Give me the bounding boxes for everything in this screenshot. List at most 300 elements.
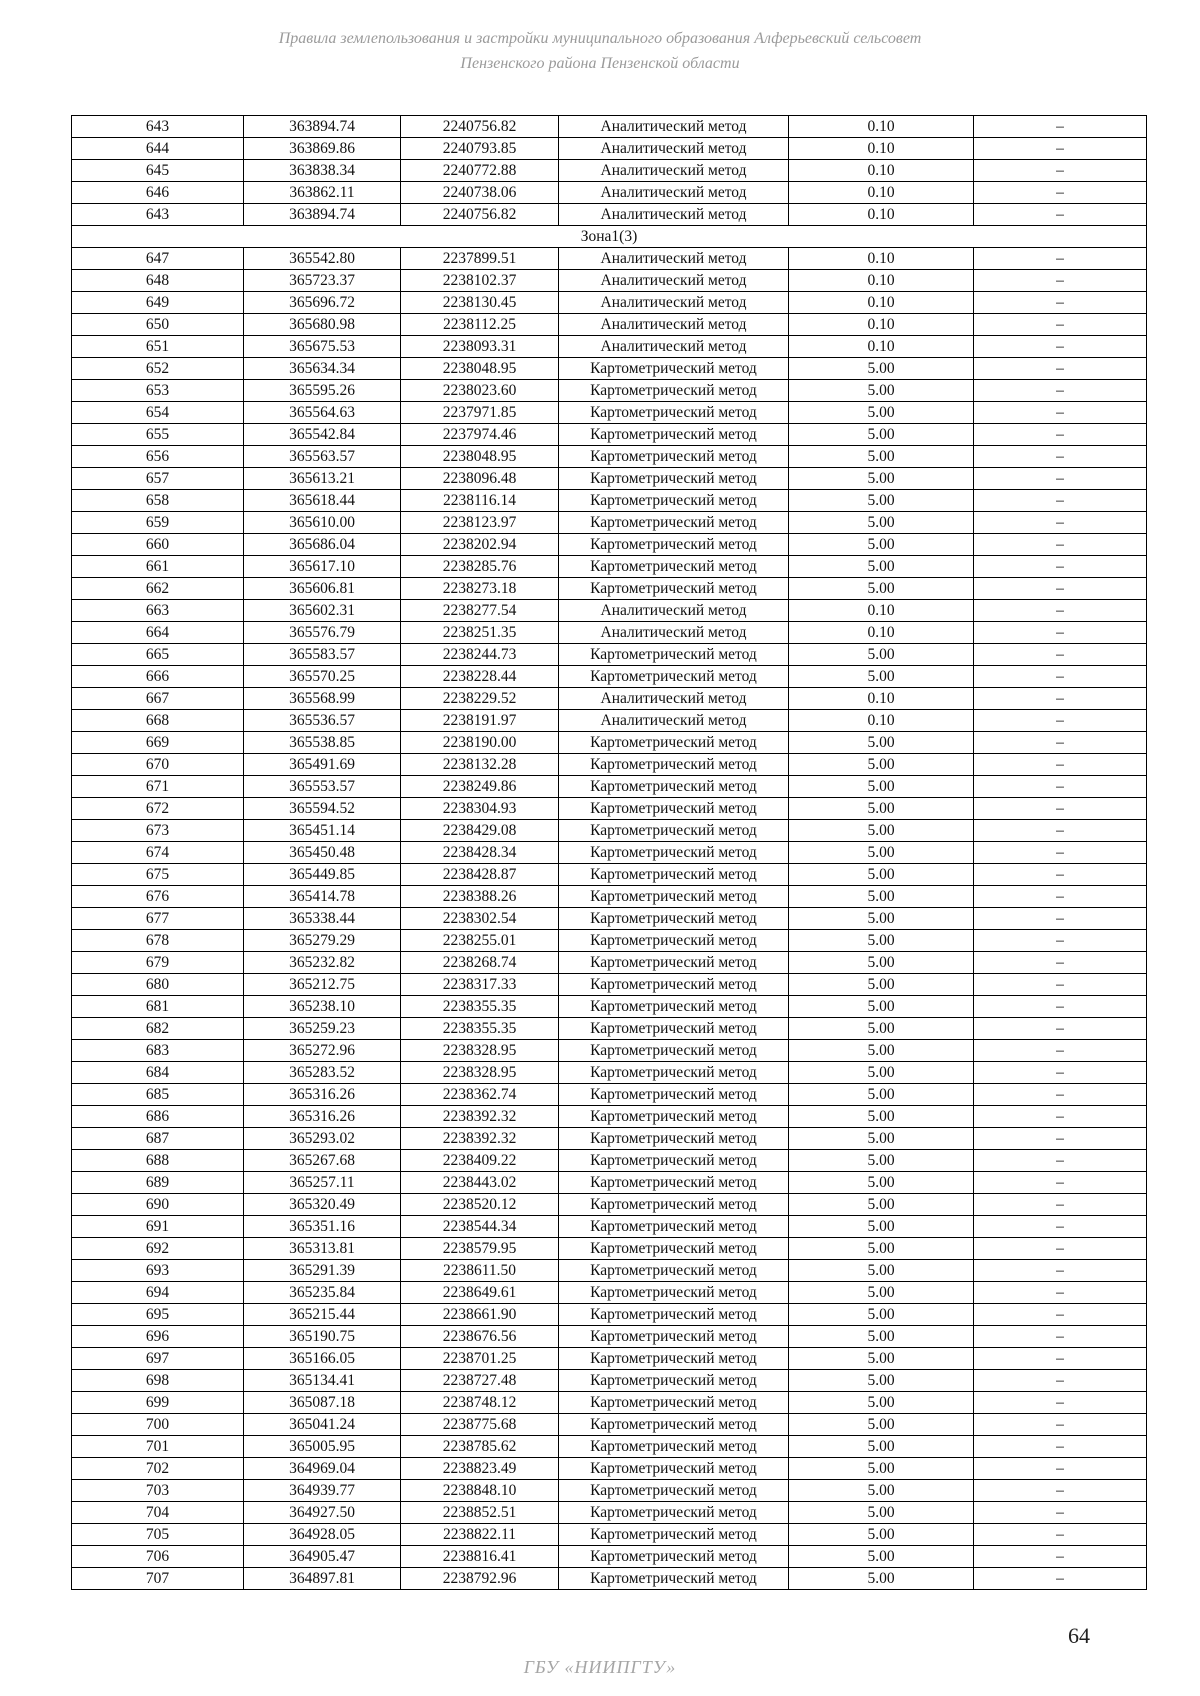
note-cell: – <box>974 1326 1147 1348</box>
document-header <box>0 26 1200 76</box>
y-coordinate-cell: 2238244.73 <box>401 644 559 666</box>
method-cell: Аналитический метод <box>559 688 789 710</box>
y-coordinate-cell: 2238130.45 <box>401 292 559 314</box>
y-coordinate-cell: 2238048.95 <box>401 358 559 380</box>
accuracy-cell: 5.00 <box>789 380 974 402</box>
x-coordinate-cell: 364939.77 <box>244 1480 401 1502</box>
method-cell: Картометрический метод <box>559 1480 789 1502</box>
y-coordinate-cell: 2238132.28 <box>401 754 559 776</box>
method-cell: Картометрический метод <box>559 754 789 776</box>
point-number-cell: 658 <box>72 490 244 512</box>
x-coordinate-cell: 365279.29 <box>244 930 401 952</box>
x-coordinate-cell: 365166.05 <box>244 1348 401 1370</box>
accuracy-cell: 5.00 <box>789 1546 974 1568</box>
method-cell: Аналитический метод <box>559 600 789 622</box>
table-row <box>72 138 1147 160</box>
y-coordinate-cell: 2238228.44 <box>401 666 559 688</box>
point-number-cell: 692 <box>72 1238 244 1260</box>
accuracy-cell: 5.00 <box>789 886 974 908</box>
y-coordinate-cell: 2238727.48 <box>401 1370 559 1392</box>
method-cell: Картометрический метод <box>559 974 789 996</box>
x-coordinate-cell: 365686.04 <box>244 534 401 556</box>
method-cell: Картометрический метод <box>559 1260 789 1282</box>
point-number-cell: 672 <box>72 798 244 820</box>
point-number-cell: 691 <box>72 1216 244 1238</box>
point-number-cell: 670 <box>72 754 244 776</box>
note-cell: – <box>974 1238 1147 1260</box>
x-coordinate-cell: 363862.11 <box>244 182 401 204</box>
method-cell: Картометрический метод <box>559 1326 789 1348</box>
note-cell: – <box>974 908 1147 930</box>
y-coordinate-cell: 2238112.25 <box>401 314 559 336</box>
accuracy-cell: 5.00 <box>789 490 974 512</box>
note-cell: – <box>974 798 1147 820</box>
y-coordinate-cell: 2240772.88 <box>401 160 559 182</box>
accuracy-cell: 0.10 <box>789 314 974 336</box>
x-coordinate-cell: 365542.84 <box>244 424 401 446</box>
method-cell: Картометрический метод <box>559 468 789 490</box>
table-row <box>72 1458 1147 1480</box>
x-coordinate-cell: 365583.57 <box>244 644 401 666</box>
accuracy-cell: 5.00 <box>789 578 974 600</box>
accuracy-cell: 0.10 <box>789 182 974 204</box>
y-coordinate-cell: 2240793.85 <box>401 138 559 160</box>
table-row <box>72 1062 1147 1084</box>
y-coordinate-cell: 2238792.96 <box>401 1568 559 1590</box>
x-coordinate-cell: 365696.72 <box>244 292 401 314</box>
accuracy-cell: 5.00 <box>789 754 974 776</box>
y-coordinate-cell: 2238116.14 <box>401 490 559 512</box>
y-coordinate-cell: 2240756.82 <box>401 204 559 226</box>
method-cell: Картометрический метод <box>559 512 789 534</box>
method-cell: Картометрический метод <box>559 1062 789 1084</box>
note-cell: – <box>974 688 1147 710</box>
method-cell: Картометрический метод <box>559 1282 789 1304</box>
accuracy-cell: 0.10 <box>789 688 974 710</box>
method-cell: Картометрический метод <box>559 1106 789 1128</box>
table-row <box>72 1414 1147 1436</box>
table-row <box>72 974 1147 996</box>
point-number-cell: 687 <box>72 1128 244 1150</box>
x-coordinate-cell: 365291.39 <box>244 1260 401 1282</box>
method-cell: Картометрический метод <box>559 886 789 908</box>
method-cell: Аналитический метод <box>559 248 789 270</box>
table-row <box>72 314 1147 336</box>
y-coordinate-cell: 2238775.68 <box>401 1414 559 1436</box>
note-cell: – <box>974 1260 1147 1282</box>
table-row <box>72 1436 1147 1458</box>
x-coordinate-cell: 365320.49 <box>244 1194 401 1216</box>
table-row <box>72 952 1147 974</box>
point-number-cell: 657 <box>72 468 244 490</box>
note-cell: – <box>974 776 1147 798</box>
point-number-cell: 643 <box>72 116 244 138</box>
accuracy-cell: 5.00 <box>789 1062 974 1084</box>
x-coordinate-cell: 364928.05 <box>244 1524 401 1546</box>
x-coordinate-cell: 365238.10 <box>244 996 401 1018</box>
x-coordinate-cell: 365215.44 <box>244 1304 401 1326</box>
accuracy-cell: 5.00 <box>789 732 974 754</box>
point-number-cell: 662 <box>72 578 244 600</box>
note-cell: – <box>974 556 1147 578</box>
point-number-cell: 656 <box>72 446 244 468</box>
point-number-cell: 652 <box>72 358 244 380</box>
x-coordinate-cell: 365610.00 <box>244 512 401 534</box>
table-row <box>72 688 1147 710</box>
table-row <box>72 732 1147 754</box>
point-number-cell: 706 <box>72 1546 244 1568</box>
note-cell: – <box>974 930 1147 952</box>
note-cell: – <box>974 1304 1147 1326</box>
accuracy-cell: 5.00 <box>789 820 974 842</box>
point-number-cell: 700 <box>72 1414 244 1436</box>
note-cell: – <box>974 820 1147 842</box>
accuracy-cell: 5.00 <box>789 1084 974 1106</box>
x-coordinate-cell: 365267.68 <box>244 1150 401 1172</box>
accuracy-cell: 5.00 <box>789 1326 974 1348</box>
method-cell: Картометрический метод <box>559 930 789 952</box>
method-cell: Картометрический метод <box>559 1524 789 1546</box>
zone-header-row <box>72 226 1147 248</box>
note-cell: – <box>974 622 1147 644</box>
accuracy-cell: 5.00 <box>789 1106 974 1128</box>
accuracy-cell: 0.10 <box>789 336 974 358</box>
footer-organization: ГБУ «НИИПГТУ» <box>523 1657 677 1677</box>
note-cell: – <box>974 1282 1147 1304</box>
point-number-cell: 673 <box>72 820 244 842</box>
table-row <box>72 1150 1147 1172</box>
accuracy-cell: 0.10 <box>789 710 974 732</box>
method-cell: Картометрический метод <box>559 1436 789 1458</box>
accuracy-cell: 5.00 <box>789 1480 974 1502</box>
point-number-cell: 669 <box>72 732 244 754</box>
method-cell: Аналитический метод <box>559 204 789 226</box>
point-number-cell: 666 <box>72 666 244 688</box>
coordinates-table-body <box>72 116 1147 1590</box>
method-cell: Картометрический метод <box>559 1568 789 1590</box>
x-coordinate-cell: 365723.37 <box>244 270 401 292</box>
note-cell: – <box>974 1062 1147 1084</box>
method-cell: Картометрический метод <box>559 1348 789 1370</box>
y-coordinate-cell: 2238661.90 <box>401 1304 559 1326</box>
table-row <box>72 622 1147 644</box>
table-row <box>72 710 1147 732</box>
accuracy-cell: 5.00 <box>789 1458 974 1480</box>
point-number-cell: 667 <box>72 688 244 710</box>
note-cell: – <box>974 996 1147 1018</box>
y-coordinate-cell: 2237971.85 <box>401 402 559 424</box>
method-cell: Аналитический метод <box>559 622 789 644</box>
x-coordinate-cell: 365553.57 <box>244 776 401 798</box>
note-cell: – <box>974 1502 1147 1524</box>
point-number-cell: 661 <box>72 556 244 578</box>
method-cell: Картометрический метод <box>559 1392 789 1414</box>
accuracy-cell: 5.00 <box>789 1040 974 1062</box>
note-cell: – <box>974 1568 1147 1590</box>
accuracy-cell: 0.10 <box>789 204 974 226</box>
table-row <box>72 1568 1147 1590</box>
table-row <box>72 1524 1147 1546</box>
table-row <box>72 1018 1147 1040</box>
header-line-1: Правила землепользования и застройки муниципального образования Алферьевский сельсовет <box>278 30 922 47</box>
table-row <box>72 292 1147 314</box>
table-row <box>72 424 1147 446</box>
table-row <box>72 930 1147 952</box>
method-cell: Аналитический метод <box>559 182 789 204</box>
table-row <box>72 864 1147 886</box>
note-cell: – <box>974 600 1147 622</box>
note-cell: – <box>974 710 1147 732</box>
table-row <box>72 1128 1147 1150</box>
x-coordinate-cell: 365316.26 <box>244 1084 401 1106</box>
point-number-cell: 680 <box>72 974 244 996</box>
note-cell: – <box>974 534 1147 556</box>
y-coordinate-cell: 2238202.94 <box>401 534 559 556</box>
method-cell: Аналитический метод <box>559 270 789 292</box>
point-number-cell: 665 <box>72 644 244 666</box>
y-coordinate-cell: 2238285.76 <box>401 556 559 578</box>
method-cell: Картометрический метод <box>559 842 789 864</box>
accuracy-cell: 5.00 <box>789 556 974 578</box>
x-coordinate-cell: 365338.44 <box>244 908 401 930</box>
x-coordinate-cell: 365272.96 <box>244 1040 401 1062</box>
table-row <box>72 842 1147 864</box>
y-coordinate-cell: 2238852.51 <box>401 1502 559 1524</box>
y-coordinate-cell: 2238273.18 <box>401 578 559 600</box>
x-coordinate-cell: 365041.24 <box>244 1414 401 1436</box>
note-cell: – <box>974 1348 1147 1370</box>
accuracy-cell: 5.00 <box>789 468 974 490</box>
note-cell: – <box>974 1084 1147 1106</box>
x-coordinate-cell: 365212.75 <box>244 974 401 996</box>
accuracy-cell: 5.00 <box>789 446 974 468</box>
accuracy-cell: 5.00 <box>789 402 974 424</box>
method-cell: Картометрический метод <box>559 358 789 380</box>
point-number-cell: 655 <box>72 424 244 446</box>
table-row <box>72 556 1147 578</box>
y-coordinate-cell: 2238429.08 <box>401 820 559 842</box>
accuracy-cell: 5.00 <box>789 1260 974 1282</box>
table-row <box>72 600 1147 622</box>
y-coordinate-cell: 2238355.35 <box>401 1018 559 1040</box>
note-cell: – <box>974 666 1147 688</box>
table-row <box>72 204 1147 226</box>
table-row <box>72 1392 1147 1414</box>
table-row <box>72 1282 1147 1304</box>
method-cell: Картометрический метод <box>559 380 789 402</box>
x-coordinate-cell: 365536.57 <box>244 710 401 732</box>
note-cell: – <box>974 160 1147 182</box>
point-number-cell: 683 <box>72 1040 244 1062</box>
accuracy-cell: 5.00 <box>789 1282 974 1304</box>
point-number-cell: 675 <box>72 864 244 886</box>
table-row <box>72 160 1147 182</box>
accuracy-cell: 5.00 <box>789 1150 974 1172</box>
method-cell: Картометрический метод <box>559 402 789 424</box>
method-cell: Аналитический метод <box>559 138 789 160</box>
point-number-cell: 663 <box>72 600 244 622</box>
method-cell: Картометрический метод <box>559 666 789 688</box>
note-cell: – <box>974 380 1147 402</box>
note-cell: – <box>974 864 1147 886</box>
accuracy-cell: 5.00 <box>789 1216 974 1238</box>
table-row <box>72 512 1147 534</box>
point-number-cell: 650 <box>72 314 244 336</box>
y-coordinate-cell: 2238848.10 <box>401 1480 559 1502</box>
accuracy-cell: 5.00 <box>789 776 974 798</box>
point-number-cell: 677 <box>72 908 244 930</box>
accuracy-cell: 0.10 <box>789 138 974 160</box>
x-coordinate-cell: 363838.34 <box>244 160 401 182</box>
accuracy-cell: 5.00 <box>789 512 974 534</box>
method-cell: Картометрический метод <box>559 1304 789 1326</box>
table-row <box>72 1502 1147 1524</box>
y-coordinate-cell: 2238277.54 <box>401 600 559 622</box>
note-cell: – <box>974 204 1147 226</box>
method-cell: Картометрический метод <box>559 1150 789 1172</box>
x-coordinate-cell: 365618.44 <box>244 490 401 512</box>
y-coordinate-cell: 2238428.87 <box>401 864 559 886</box>
point-number-cell: 697 <box>72 1348 244 1370</box>
y-coordinate-cell: 2238388.26 <box>401 886 559 908</box>
y-coordinate-cell: 2238190.00 <box>401 732 559 754</box>
method-cell: Картометрический метод <box>559 1194 789 1216</box>
y-coordinate-cell: 2238362.74 <box>401 1084 559 1106</box>
point-number-cell: 682 <box>72 1018 244 1040</box>
accuracy-cell: 5.00 <box>789 1304 974 1326</box>
table-row <box>72 1172 1147 1194</box>
note-cell: – <box>974 248 1147 270</box>
y-coordinate-cell: 2238249.86 <box>401 776 559 798</box>
point-number-cell: 660 <box>72 534 244 556</box>
point-number-cell: 676 <box>72 886 244 908</box>
point-number-cell: 668 <box>72 710 244 732</box>
table-row <box>72 798 1147 820</box>
x-coordinate-cell: 365414.78 <box>244 886 401 908</box>
accuracy-cell: 5.00 <box>789 666 974 688</box>
accuracy-cell: 5.00 <box>789 798 974 820</box>
point-number-cell: 695 <box>72 1304 244 1326</box>
table-row <box>72 468 1147 490</box>
y-coordinate-cell: 2238096.48 <box>401 468 559 490</box>
x-coordinate-cell: 365293.02 <box>244 1128 401 1150</box>
note-cell: – <box>974 1106 1147 1128</box>
y-coordinate-cell: 2238251.35 <box>401 622 559 644</box>
y-coordinate-cell: 2238355.35 <box>401 996 559 1018</box>
x-coordinate-cell: 365134.41 <box>244 1370 401 1392</box>
method-cell: Картометрический метод <box>559 1216 789 1238</box>
method-cell: Аналитический метод <box>559 292 789 314</box>
note-cell: – <box>974 842 1147 864</box>
accuracy-cell: 5.00 <box>789 1172 974 1194</box>
note-cell: – <box>974 358 1147 380</box>
method-cell: Картометрический метод <box>559 996 789 1018</box>
y-coordinate-cell: 2238748.12 <box>401 1392 559 1414</box>
note-cell: – <box>974 1546 1147 1568</box>
table-row <box>72 666 1147 688</box>
x-coordinate-cell: 365257.11 <box>244 1172 401 1194</box>
x-coordinate-cell: 365451.14 <box>244 820 401 842</box>
method-cell: Картометрический метод <box>559 1458 789 1480</box>
x-coordinate-cell: 365491.69 <box>244 754 401 776</box>
note-cell: – <box>974 1040 1147 1062</box>
table-row <box>72 1260 1147 1282</box>
table-row <box>72 1084 1147 1106</box>
x-coordinate-cell: 365313.81 <box>244 1238 401 1260</box>
point-number-cell: 704 <box>72 1502 244 1524</box>
method-cell: Картометрический метод <box>559 820 789 842</box>
method-cell: Аналитический метод <box>559 116 789 138</box>
accuracy-cell: 5.00 <box>789 1436 974 1458</box>
point-number-cell: 647 <box>72 248 244 270</box>
point-number-cell: 664 <box>72 622 244 644</box>
point-number-cell: 659 <box>72 512 244 534</box>
y-coordinate-cell: 2238328.95 <box>401 1062 559 1084</box>
x-coordinate-cell: 365450.48 <box>244 842 401 864</box>
method-cell: Картометрический метод <box>559 1018 789 1040</box>
x-coordinate-cell: 365563.57 <box>244 446 401 468</box>
method-cell: Картометрический метод <box>559 1084 789 1106</box>
table-row <box>72 1040 1147 1062</box>
y-coordinate-cell: 2238649.61 <box>401 1282 559 1304</box>
note-cell: – <box>974 292 1147 314</box>
x-coordinate-cell: 365538.85 <box>244 732 401 754</box>
note-cell: – <box>974 138 1147 160</box>
y-coordinate-cell: 2238302.54 <box>401 908 559 930</box>
x-coordinate-cell: 365351.16 <box>244 1216 401 1238</box>
table-row <box>72 908 1147 930</box>
point-number-cell: 684 <box>72 1062 244 1084</box>
accuracy-cell: 5.00 <box>789 996 974 1018</box>
point-number-cell: 681 <box>72 996 244 1018</box>
note-cell: – <box>974 512 1147 534</box>
table-row <box>72 534 1147 556</box>
y-coordinate-cell: 2238317.33 <box>401 974 559 996</box>
table-row <box>72 820 1147 842</box>
method-cell: Картометрический метод <box>559 1414 789 1436</box>
y-coordinate-cell: 2238428.34 <box>401 842 559 864</box>
point-number-cell: 653 <box>72 380 244 402</box>
note-cell: – <box>974 424 1147 446</box>
note-cell: – <box>974 490 1147 512</box>
method-cell: Картометрический метод <box>559 578 789 600</box>
method-cell: Картометрический метод <box>559 644 789 666</box>
accuracy-cell: 5.00 <box>789 1414 974 1436</box>
accuracy-cell: 5.00 <box>789 424 974 446</box>
method-cell: Картометрический метод <box>559 446 789 468</box>
point-number-cell: 679 <box>72 952 244 974</box>
table-row <box>72 1216 1147 1238</box>
x-coordinate-cell: 365680.98 <box>244 314 401 336</box>
x-coordinate-cell: 365283.52 <box>244 1062 401 1084</box>
y-coordinate-cell: 2238048.95 <box>401 446 559 468</box>
note-cell: – <box>974 336 1147 358</box>
table-row <box>72 1370 1147 1392</box>
method-cell: Картометрический метод <box>559 732 789 754</box>
accuracy-cell: 5.00 <box>789 864 974 886</box>
page-number: 64 <box>1068 1623 1090 1648</box>
method-cell: Аналитический метод <box>559 160 789 182</box>
x-coordinate-cell: 365316.26 <box>244 1106 401 1128</box>
y-coordinate-cell: 2240738.06 <box>401 182 559 204</box>
point-number-cell: 701 <box>72 1436 244 1458</box>
accuracy-cell: 5.00 <box>789 952 974 974</box>
method-cell: Картометрический метод <box>559 952 789 974</box>
y-coordinate-cell: 2238304.93 <box>401 798 559 820</box>
accuracy-cell: 5.00 <box>789 1524 974 1546</box>
note-cell: – <box>974 578 1147 600</box>
note-cell: – <box>974 116 1147 138</box>
